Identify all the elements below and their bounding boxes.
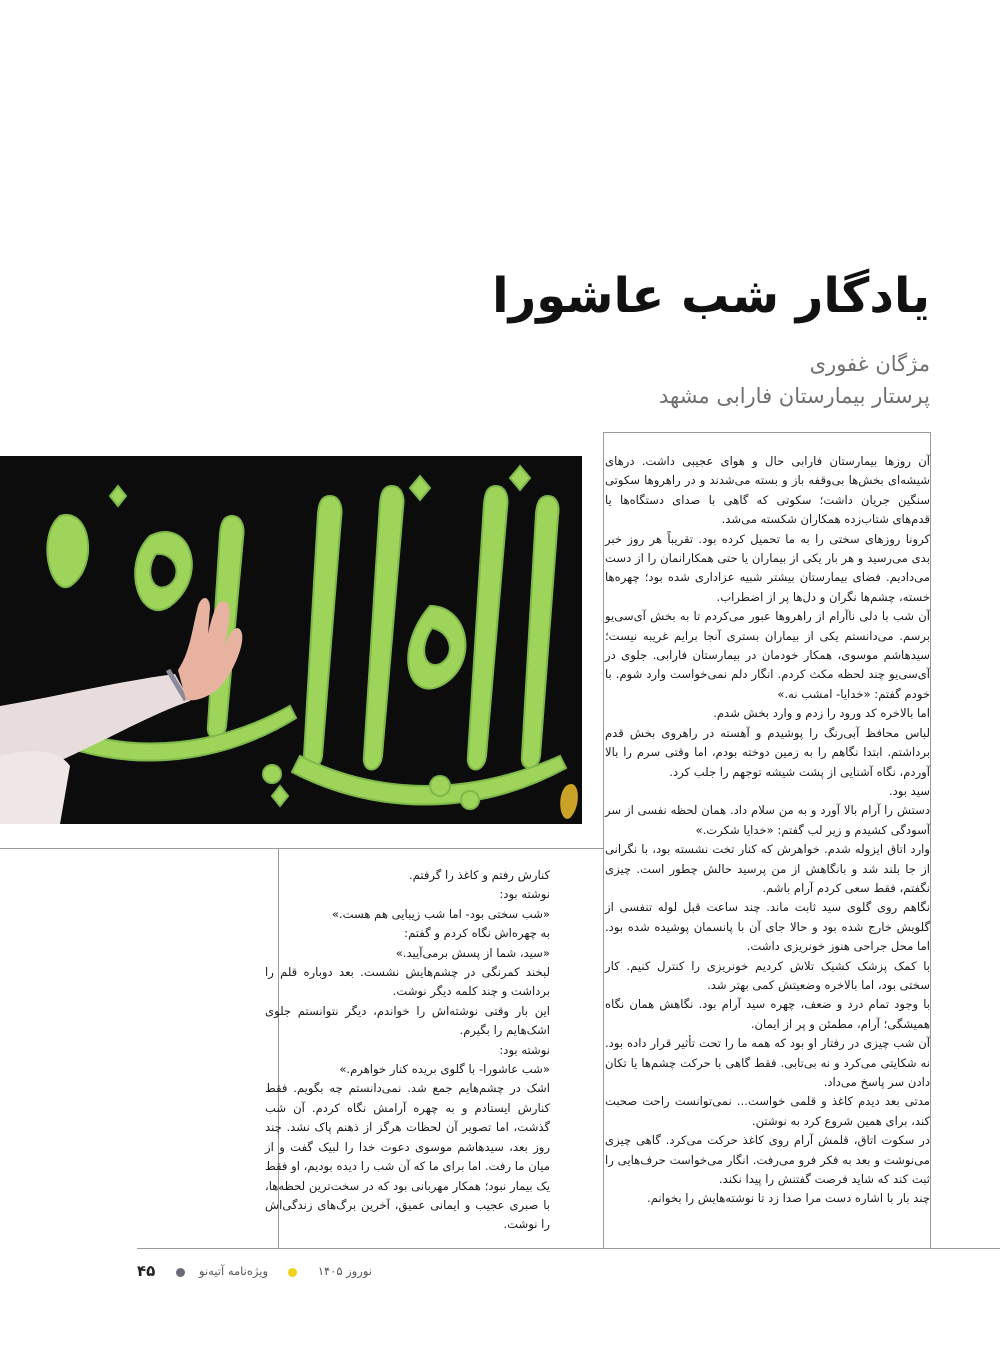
- paragraph: چند بار با اشاره دست مرا صدا زد تا نوشته‌هایش را بخوانم.: [647, 1191, 930, 1206]
- paragraph: نوشته بود:: [499, 1042, 550, 1057]
- footer-publication: ویژه‌نامه آتیه‌نو: [199, 1264, 268, 1278]
- paragraph: «سید، شما از پسش برمی‌آیید.»: [395, 945, 550, 960]
- footer-issue: نوروز ۱۴۰۵: [317, 1264, 372, 1278]
- article-title: یادگار شب عاشورا: [492, 268, 930, 324]
- paragraph: در سکوت اتاق، قلمش آرام روی کاغذ حرکت می‌کرد. گاهی چیزی می‌نوشت و بعد به فکر فرو می‌رفت. انگار می‌خواست حرف‌هایی را ثبت کند که شاید فرصت گفتنش را پیدا نکند.: [605, 1133, 930, 1187]
- paragraph: مدتی بعد دیدم کاغذ و قلمی خواست... نمی‌توانست راحت صحبت کند، برای همین شروع کرد به نوشتن.: [605, 1094, 930, 1128]
- column-divider-rule: [603, 432, 604, 1248]
- top-rule: [603, 432, 930, 433]
- right-margin-rule: [930, 432, 931, 1248]
- author-name: مژگان غفوری: [809, 352, 930, 376]
- paragraph: لبخند کمرنگی در چشم‌هایش نشست. بعد دوباره قلم را برداشت و چند کلمه دیگر نوشت.: [265, 965, 550, 999]
- body-column-left: [265, 866, 550, 1235]
- footer-rule: [137, 1248, 1000, 1249]
- issue-dot-icon: [288, 1268, 297, 1277]
- page-number: ۴۵: [137, 1262, 156, 1280]
- paragraph: این بار وقتی نوشته‌اش را خواندم، دیگر نتوانستم جلوی اشک‌هایم را بگیرم.: [265, 1003, 550, 1038]
- paragraph: با وجود تمام درد و ضعف، چهره سید آرام بود. نگاهش همان نگاه همیشگی؛ آرام، مطمئن و پر از ایمان.: [605, 997, 930, 1031]
- paragraph: با کمک پزشک کشیک تلاش کردیم خونریزی را کنترل کنیم. کار سختی بود، اما بالاخره وضعیتش کمی بهتر شد.: [605, 958, 930, 992]
- paragraph: نگاهم روی گلوی سید ثابت ماند. چند ساعت قبل لوله تنفسی از گلویش خارج شده بود و حالا جای آن با پانسمان پوشیده شده بود. اما محل جراحی هنوز خونریزی داشت.: [605, 900, 930, 954]
- paragraph: به چهره‌اش نگاه کردم و گفتم:: [404, 926, 550, 941]
- article-photo: [0, 456, 582, 824]
- paragraph: کنارش رفتم و کاغذ را گرفتم.: [408, 868, 550, 882]
- paragraph: وارد اتاق ایزوله شدم. خواهرش که کنار تخت نشسته بود، با نگرانی از جا بلند شد و بانگاهش از من پرسید حالش چطور است. چیزی نگفتم، فقط سعی کردم آرام باشم.: [605, 842, 930, 895]
- body-column-right: [605, 452, 930, 1209]
- paragraph: «شب سختی بود- اما شب زیبایی هم هست.»: [331, 906, 550, 921]
- paragraph: کرونا روزهای سختی را به ما تحمیل کرده بود. تقریباً هر روز خبر بدی می‌رسید و هر بار یکی از بیماران یا حتی همکارانمان را از دست می‌دادیم. فضای بیمارستان بیشتر شبیه عزاداری شده بود؛ چهره‌ها خسته، چشم‌ها نگران و دل‌ها پر از اضطراب.: [605, 531, 930, 604]
- paragraph: لباس محافظ آبی‌رنگ را پوشیدم و آهسته در راهروی بخش قدم برداشتم. ابتدا نگاهم را به زمین دوخته بودم، اما وقتی سرم را بالا آوردم، نگاه آشنایی از پشت شیشه توجهم را جلب کرد.: [605, 725, 930, 779]
- publication-dot-icon: [176, 1268, 185, 1277]
- middle-rule: [0, 848, 603, 849]
- paragraph: آن روزها بیمارستان فارابی حال و هوای عجیبی داشت. درهای شیشه‌ای بخش‌ها بی‌وقفه باز و بسته می‌شدند و در راهروها سکوتی سنگین جریان داشت؛ سکوتی که گاهی با صدای دستگاه‌ها یا قدم‌های شتاب‌زده همکاران شکسته می‌شد.: [605, 454, 930, 527]
- paragraph: اشک در چشم‌هایم جمع شد. نمی‌دانستم چه بگویم. فقط کنارش ایستادم و به چهره آرامش نگاه کردم. آن شب گذشت، اما تصویر آن لحظات هرگز از ذهنم پاک نشد. چند روز بعد، سیدهاشم موسوی دعوت خدا را لبیک گفت و از میان ما رفت. اما برای ما که آن شب را دیده بودیم، او فقط یک بیمار نبود؛ همکار مهربانی بود که در سخت‌ترین لحظه‌ها، با صبری عجیب و ایمانی عمیق، آخرین برگ‌های زندگی‌اش را نوشت.: [265, 1081, 550, 1232]
- paragraph: سید بود.: [888, 783, 930, 798]
- calligraphy-banner-illustration: [0, 456, 582, 824]
- paragraph: «شب عاشورا- با گلوی بریده کنار خواهرم.»: [339, 1062, 550, 1077]
- paragraph: اما بالاخره کد ورود را زدم و وارد بخش شدم.: [713, 706, 930, 721]
- paragraph: دستش را آرام بالا آورد و به من سلام داد. همان لحظه نفسی از سر آسودگی کشیدم و زیر لب گفتم: «خدایا شکرت.»: [605, 803, 930, 837]
- paragraph: آن شب با دلی ناآرام از راهروها عبور می‌کردم تا به بخش آی‌سی‌یو برسم. می‌دانستم یکی از بیماران بستری آنجا برایم غریبه نیست؛ سیدهاشم موسوی، همکار خودمان در بیمارستان فارابی. جلوی در آی‌سی‌یو چند لحظه مکث کردم. انگار دلم نمی‌خواست وارد شوم. با خودم گفتم: «خدایا- امشب نه.»: [605, 609, 930, 701]
- paragraph: آن شب چیزی در رفتار او بود که همه ما را تحت تأثیر قرار داده بود. نه شکایتی می‌کرد و نه بی‌تابی. فقط گاهی با حرکت چشم‌ها یا تکان دادن سر پاسخ می‌داد.: [605, 1036, 930, 1089]
- paragraph: نوشته بود:: [499, 887, 550, 902]
- author-affiliation: پرستار بیمارستان فارابی مشهد: [659, 384, 930, 408]
